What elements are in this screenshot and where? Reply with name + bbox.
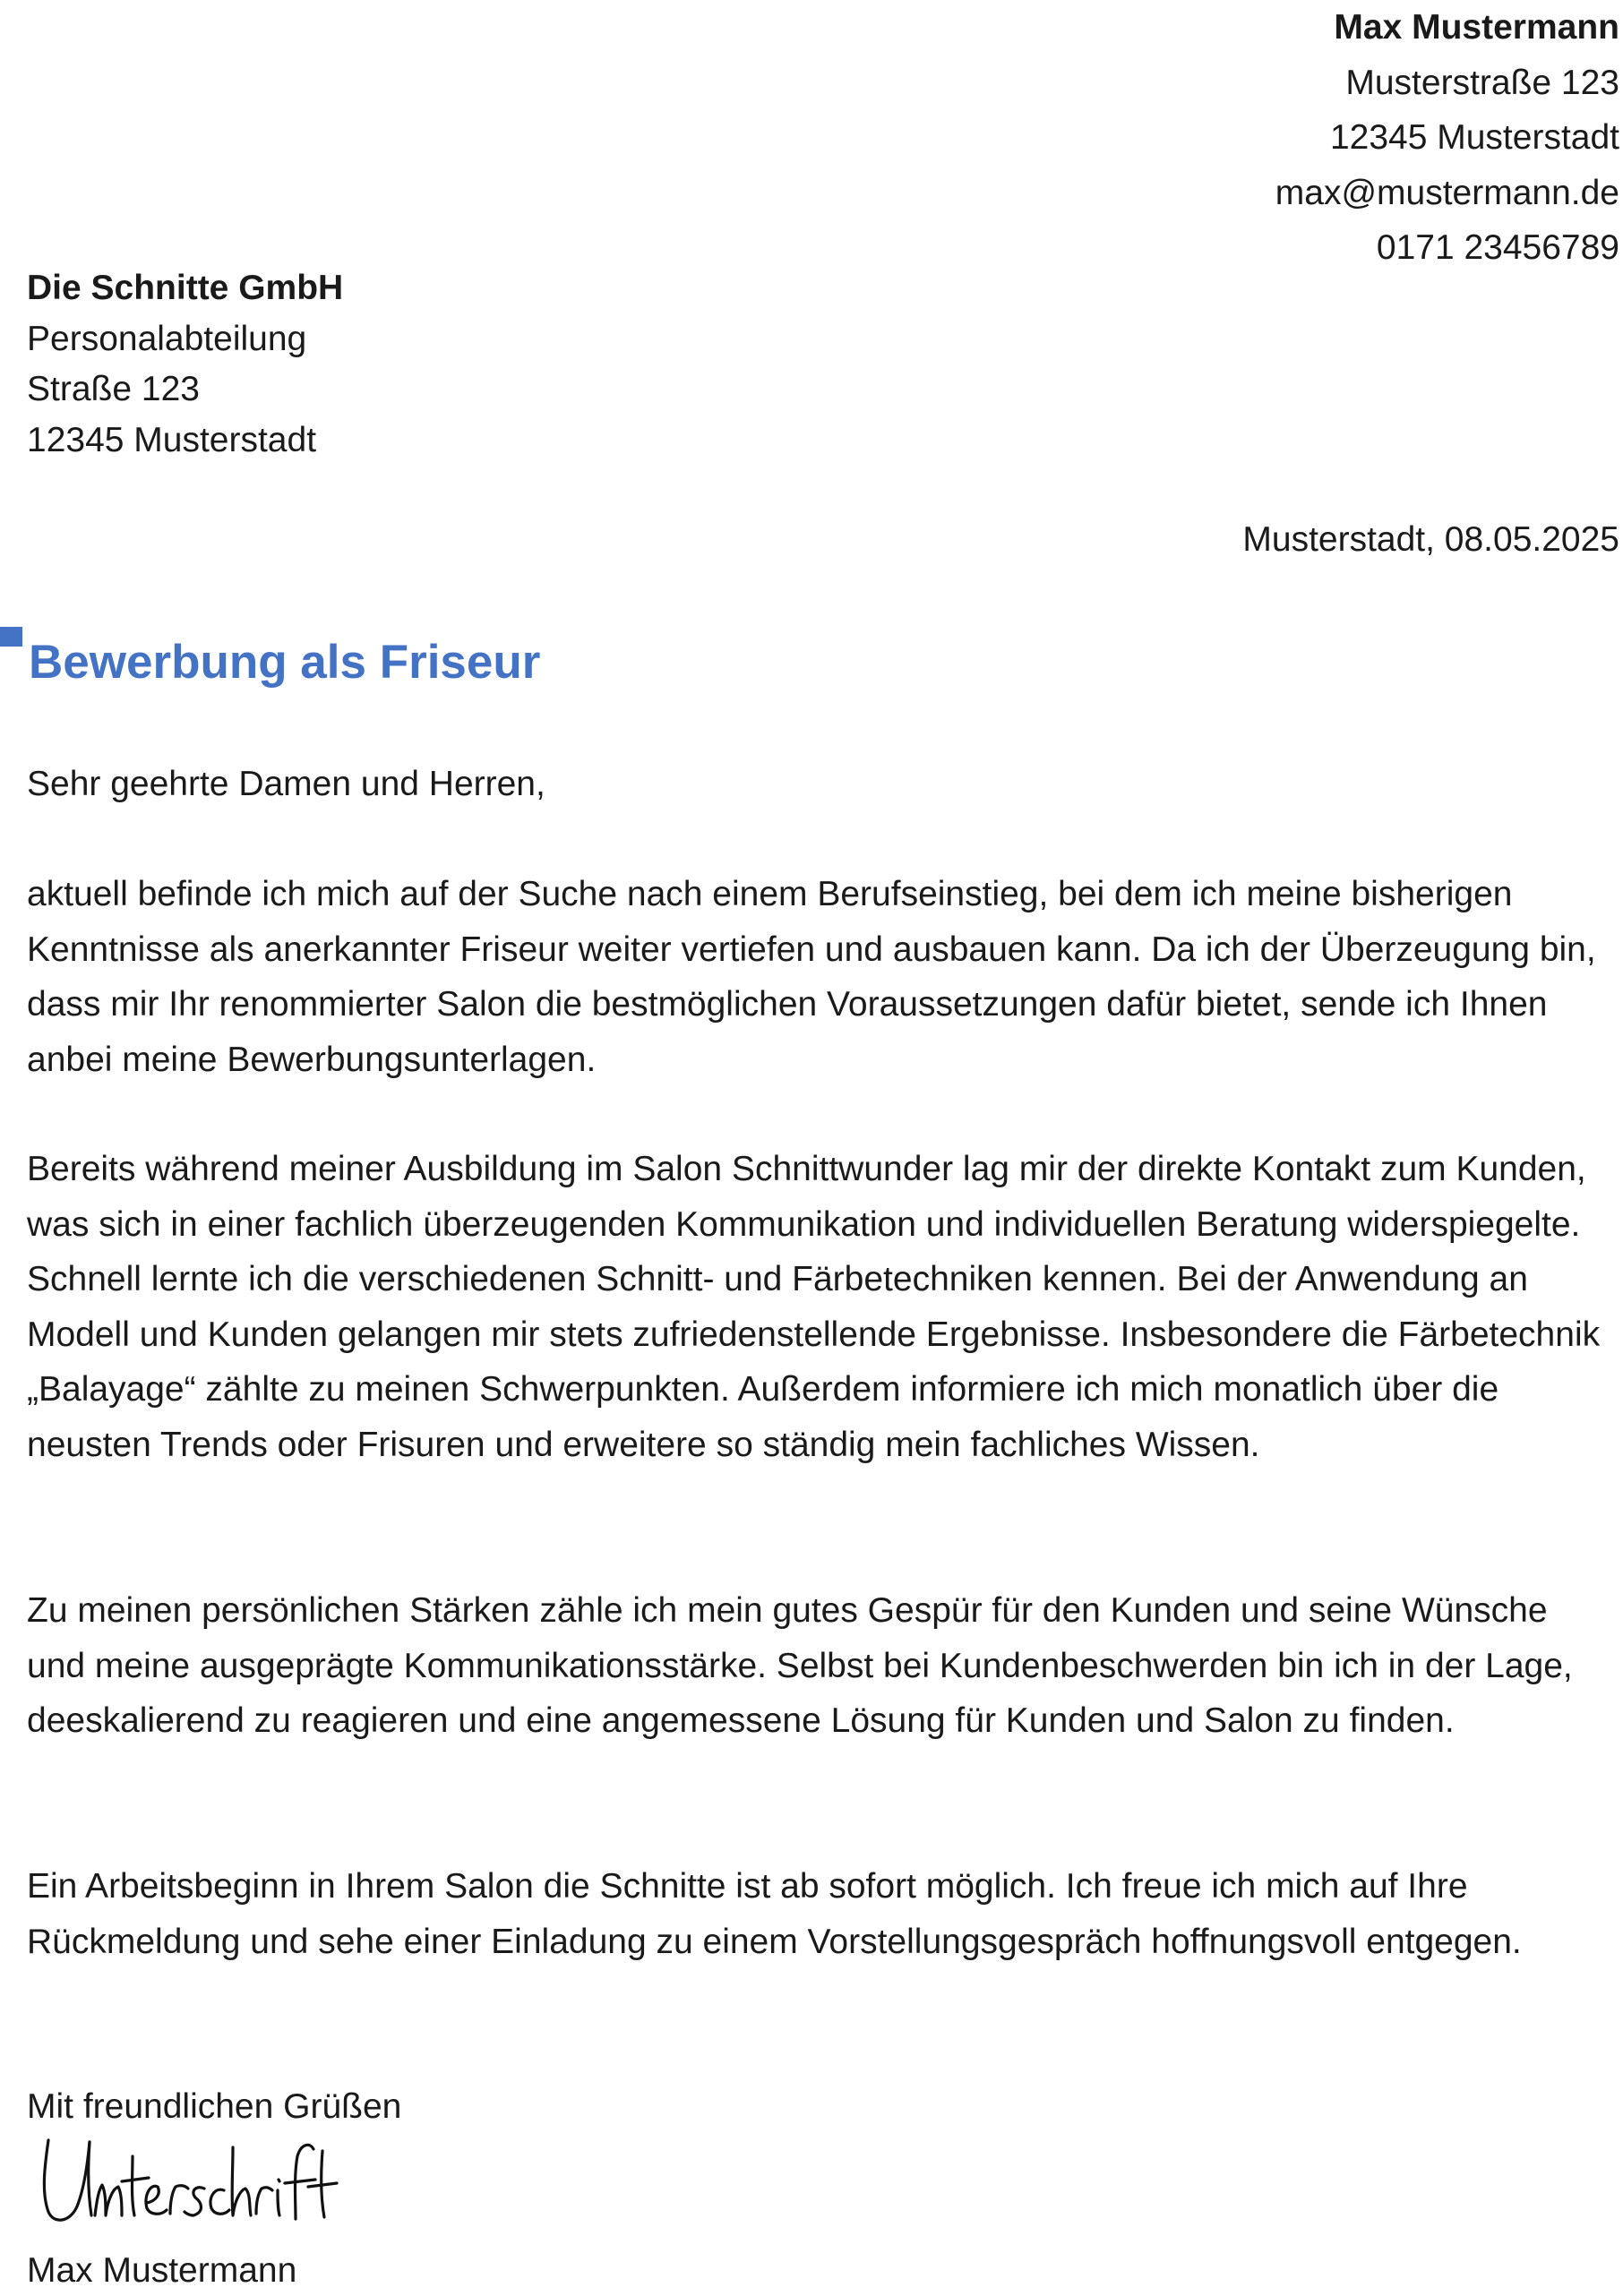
recipient-street: Straße 123 (27, 370, 200, 408)
letter-date: Musterstadt, 08.05.2025 (1242, 520, 1619, 559)
signer-name: Max Mustermann (27, 2251, 297, 2290)
sender-city: 12345 Musterstadt (1329, 118, 1619, 157)
sender-name: Max Mustermann (1334, 8, 1619, 47)
recipient-address-block (27, 263, 343, 466)
heading-marker (0, 627, 22, 647)
recipient-department: Personalabteilung (27, 319, 307, 358)
sender-email: max@mustermann.de (1275, 173, 1619, 212)
closing-phrase: Mit freundlichen Grüßen (27, 2087, 402, 2126)
handwritten-signature (36, 2129, 340, 2237)
body-paragraph-3: Zu meinen persönlichen Stärken zähle ich mein gutes Gespür für den Kunden und seine Wünsche und meine ausgeprägte Kommunikationsstärke. Selbst bei Kundenbeschwerden bin ich in der Lage, deeskalierend zu reagieren und eine angemessene Lösung für Kunden und Salon zu finden. (27, 1591, 1573, 1741)
body-paragraph-1: aktuell befinde ich mich auf der Suche nach einem Berufseinstieg, bei dem ich meine bisherigen Kenntnisse als anerkannter Friseur weiter vertiefen und ausbauen kann. Da ich der Überzeugung bin, dass mir Ihr renommierter Salon die bestmöglichen Voraussetzungen dafür bietet, sende ich Ihnen anbei meine Bewerbungsunterlagen. (27, 875, 1596, 1079)
recipient-city: 12345 Musterstadt (27, 420, 317, 459)
recipient-company: Die Schnitte GmbH (27, 269, 344, 307)
body-paragraph-4: Ein Arbeitsbeginn in Ihrem Salon die Schnitte ist ab sofort möglich. Ich freue ich mich auf Ihre Rückmeldung und sehe einer Einladung zu einem Vorstellungsgespräch hoffnungsvoll entgegen. (27, 1867, 1522, 1961)
body-paragraph-2: Bereits während meiner Ausbildung im Salon Schnittwunder lag mir der direkte Kontakt zum Kunden, was sich in einer fachlich überzeugenden Kommunikation und individuellen Beratung widerspiegelte. Schnell lernte ich die verschiedenen Schnitt- und Färbetechniken kennen. Bei der Anwendung an Modell und Kunden gelangen mir stets zufriedenstellende Ergebnisse. Insbesondere die Färbetechnik „Balayage“ zählte zu meinen Schwerpunkten. Außerdem informiere ich mich monatlich über die neusten Trends oder Frisuren und erweitere so ständig mein fachliches Wissen. (27, 1150, 1601, 1464)
sender-phone: 0171 23456789 (1376, 228, 1619, 267)
sender-address-block (1275, 0, 1619, 276)
letter-subject: Bewerbung als Friseur (29, 636, 541, 689)
salutation: Sehr geehrte Damen und Herren, (27, 765, 545, 803)
sender-street: Musterstraße 123 (1345, 63, 1619, 102)
